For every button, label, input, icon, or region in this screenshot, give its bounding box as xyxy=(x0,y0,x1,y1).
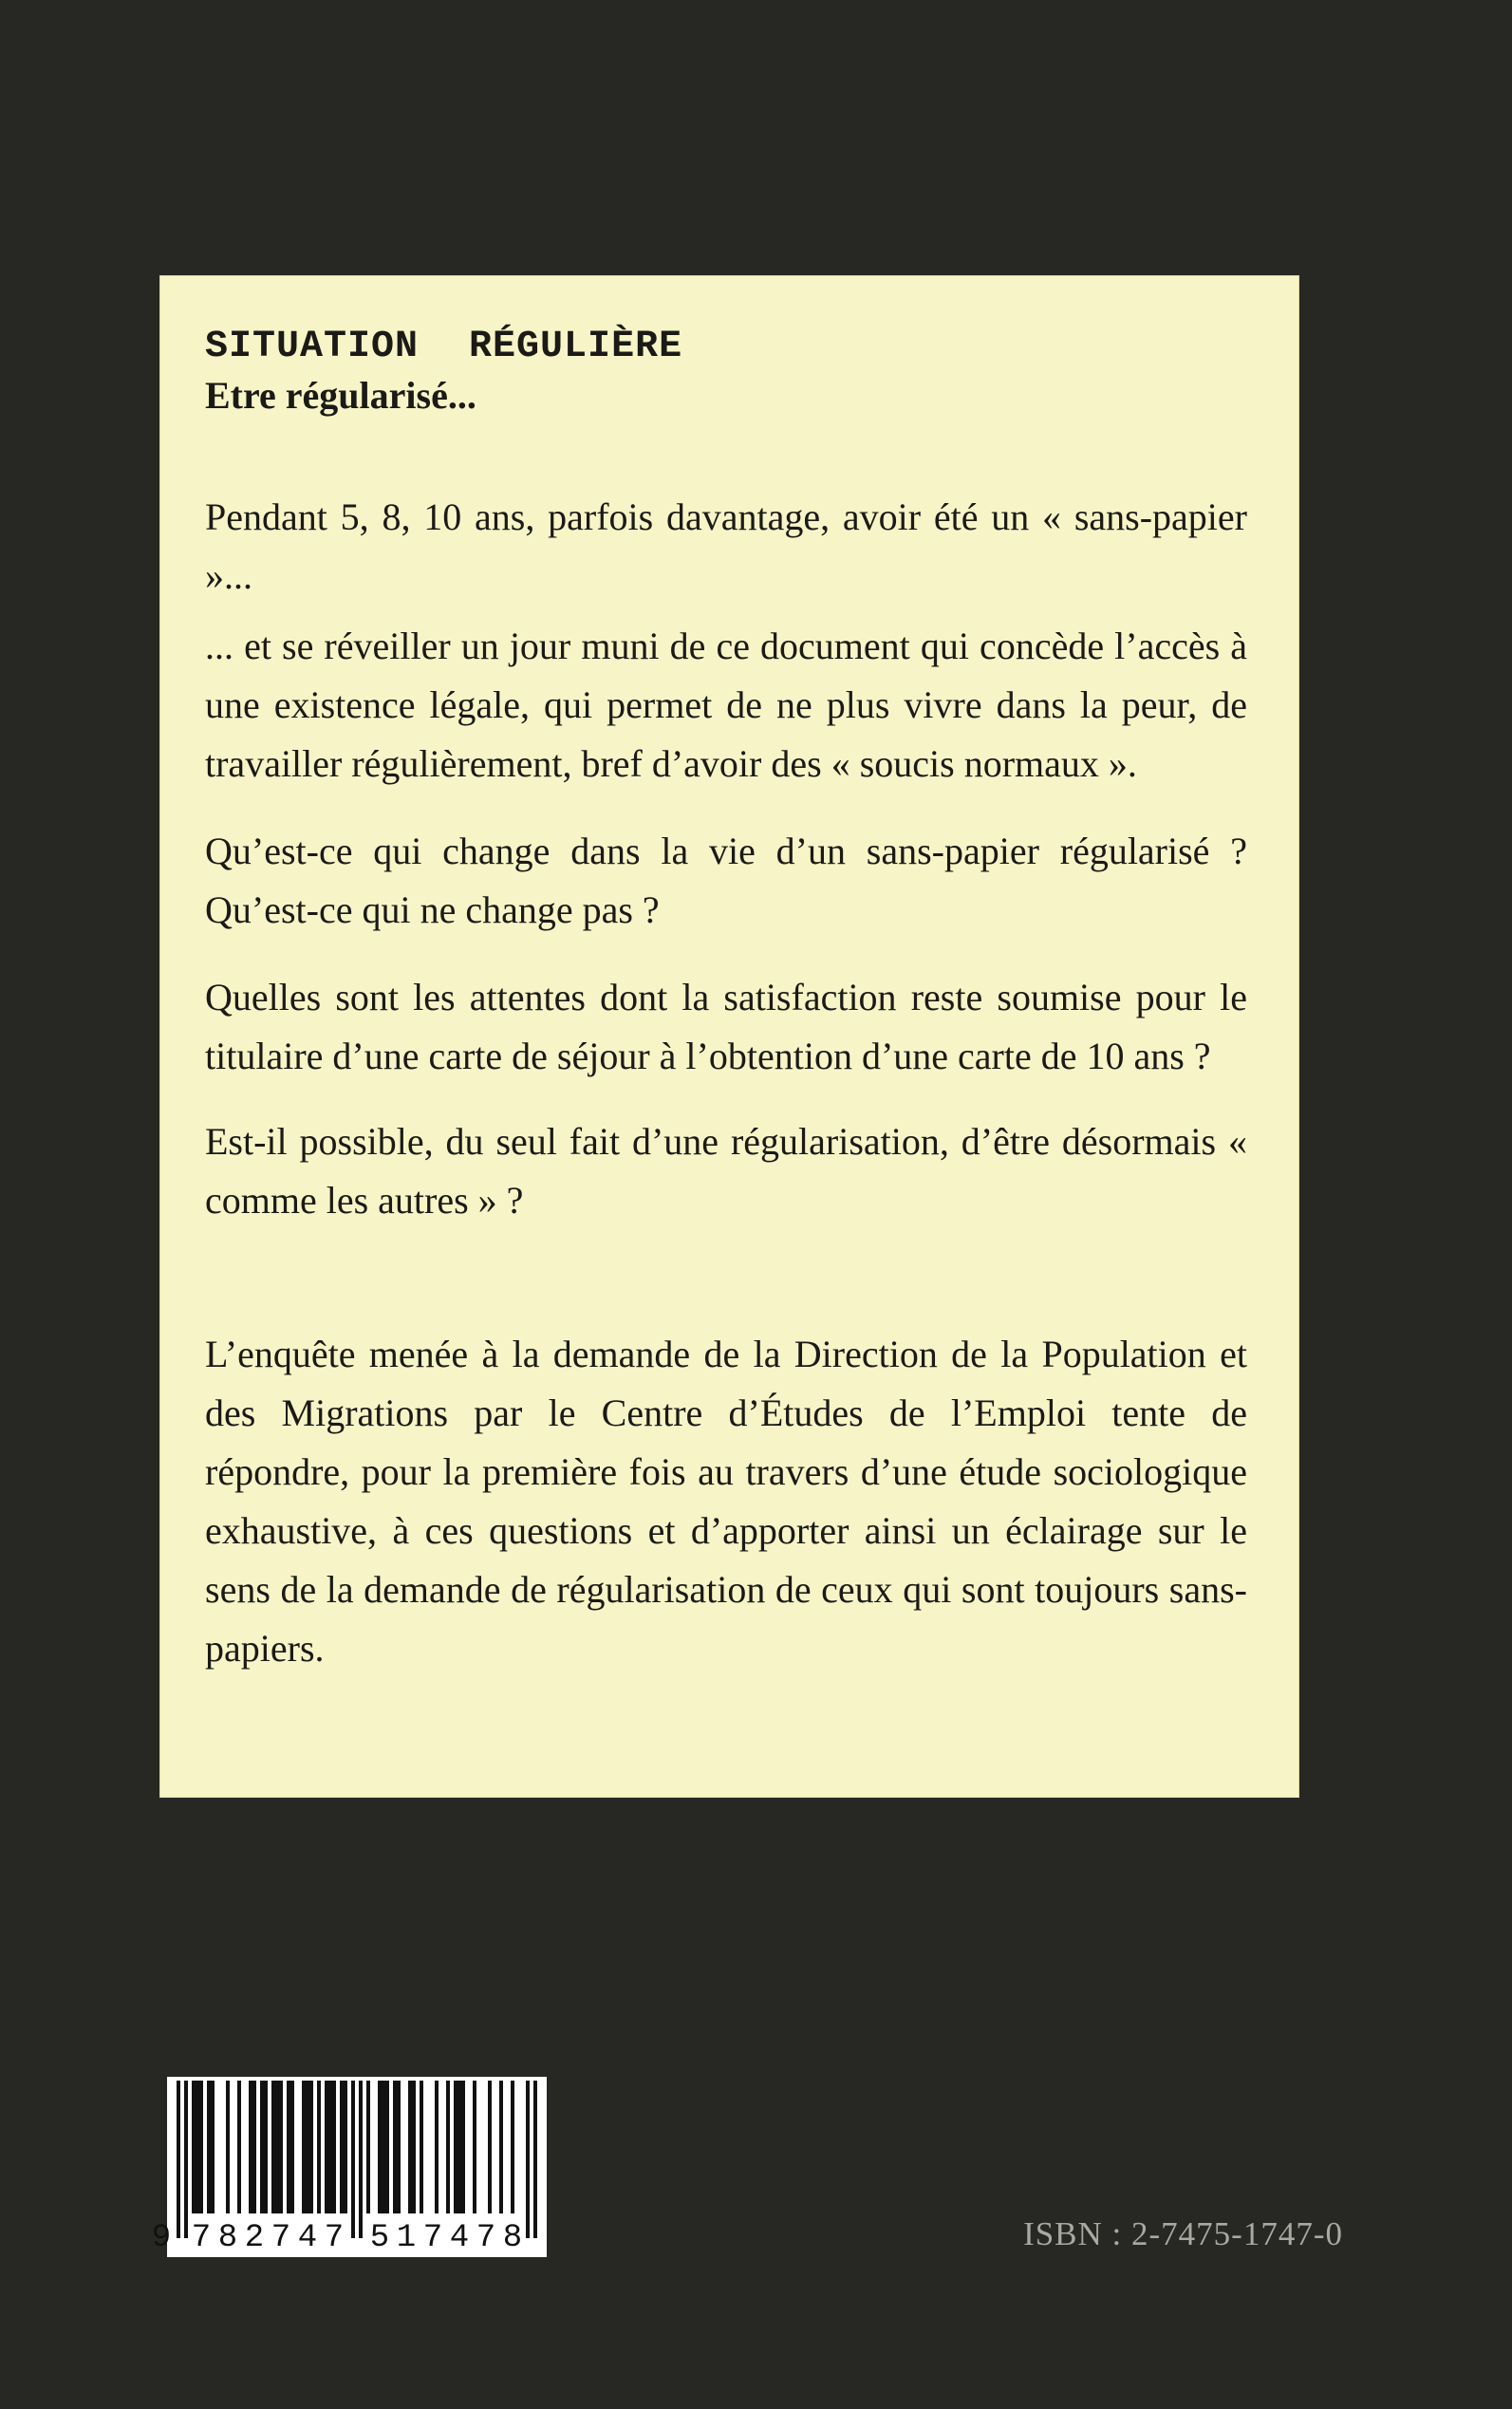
barcode-digit: 4 xyxy=(297,2220,318,2256)
barcode-bar xyxy=(325,2081,328,2213)
isbn-label: ISBN : 2-7475-1747-0 xyxy=(1023,2215,1343,2252)
barcode-bar xyxy=(454,2081,457,2213)
back-cover-text-panel xyxy=(159,275,1299,1798)
barcode-bar xyxy=(302,2081,306,2213)
barcode-bar xyxy=(473,2081,476,2213)
barcode-digit: 7 xyxy=(422,2220,443,2256)
cover-heading: SITUATION RÉGULIÈRE xyxy=(205,326,683,368)
barcode-bar xyxy=(420,2081,423,2213)
barcode-bar xyxy=(309,2081,313,2213)
barcode-bar xyxy=(511,2081,514,2213)
barcode-digit: 7 xyxy=(271,2220,291,2256)
barcode-bar xyxy=(211,2081,215,2213)
barcode-bar xyxy=(457,2081,461,2213)
barcode-digits xyxy=(152,2220,522,2256)
barcode-digit: 4 xyxy=(449,2220,470,2256)
barcode-bar xyxy=(237,2081,241,2213)
barcode-bar xyxy=(271,2081,275,2213)
barcode-bar xyxy=(412,2081,416,2213)
blurb-paragraph: Est-il possible, du seul fait d’une régularisation, d’être désormais « comme les autres » ? xyxy=(205,1120,1247,1222)
cover-subheading: Etre régularisé... xyxy=(205,374,476,417)
barcode-bar xyxy=(351,2081,355,2238)
barcode-bar xyxy=(192,2081,196,2213)
barcode-bar xyxy=(359,2081,363,2238)
blurb-paragraph: Pendant 5, 8, 10 ans, parfois davantage, avoir été un « sans-papier »... xyxy=(205,495,1247,597)
barcode-digit: 7 xyxy=(324,2220,345,2256)
barcode-bar xyxy=(207,2081,211,2213)
barcode-digit: 2 xyxy=(244,2220,265,2256)
barcode-digit: 8 xyxy=(502,2220,523,2256)
blurb xyxy=(205,488,1247,1678)
blurb-paragraph: L’enquête menée à la demande de la Direction de la Population et des Migrations par le Centre d’Études de l’Emploi tente de répondre, pour la première fois au travers d’une étude sociologique exhaustive, à ces questions et d’apporter ainsi un éclairage sur le sens de la demande de régularisation de ceux qui sont toujours sans-papiers. xyxy=(205,1333,1247,1670)
barcode-bar xyxy=(378,2081,382,2213)
barcode-digit: 8 xyxy=(217,2220,238,2256)
barcode-bar xyxy=(488,2081,492,2213)
barcode-bar xyxy=(446,2081,450,2213)
barcode-bar xyxy=(461,2081,465,2213)
barcode-bar xyxy=(533,2081,537,2238)
barcode-bar xyxy=(260,2081,264,2213)
barcode-digit: 5 xyxy=(369,2220,390,2256)
barcode-bar xyxy=(196,2081,199,2213)
barcode-bar xyxy=(344,2081,347,2213)
barcode-bar xyxy=(226,2081,230,2213)
barcode-bar xyxy=(199,2081,203,2213)
barcode-bar xyxy=(393,2081,397,2213)
barcode-bar xyxy=(290,2081,294,2213)
barcode-bar xyxy=(287,2081,290,2213)
barcode-bar xyxy=(317,2081,321,2213)
barcode-bar xyxy=(385,2081,389,2213)
barcode-bar xyxy=(408,2081,412,2213)
barcode-digit: 7 xyxy=(476,2220,496,2256)
barcode-digit: 1 xyxy=(396,2220,417,2256)
barcode-bar xyxy=(397,2081,401,2213)
barcode-bar xyxy=(249,2081,252,2213)
blurb-paragraph: Quelles sont les attentes dont la satisfaction reste soumise pour le titulaire d’une carte de séjour à l’obtention d’une carte de 10 ans ? xyxy=(205,976,1247,1077)
barcode-bar xyxy=(328,2081,332,2213)
barcode-digit: 9 xyxy=(151,2220,172,2256)
barcode-bar xyxy=(275,2081,279,2213)
barcode-bar xyxy=(499,2081,503,2213)
blurb-paragraph: Qu’est-ce qui change dans la vie d’un sans-papier régularisé ? Qu’est-ce qui ne change pas ? xyxy=(205,830,1247,931)
barcode-bar xyxy=(177,2081,180,2238)
barcode-bar xyxy=(382,2081,385,2213)
barcode-bar xyxy=(340,2081,344,2213)
barcode-bar xyxy=(366,2081,370,2213)
barcode-digit: 7 xyxy=(191,2220,212,2256)
barcode-bar xyxy=(526,2081,530,2238)
barcode-bar xyxy=(332,2081,336,2213)
barcode xyxy=(150,2077,566,2257)
barcode-bar xyxy=(279,2081,283,2213)
barcode-bar xyxy=(184,2081,188,2238)
barcode-bar xyxy=(435,2081,439,2213)
barcode-bar xyxy=(264,2081,268,2213)
barcode-bar xyxy=(306,2081,309,2213)
barcode-bar xyxy=(252,2081,256,2213)
blurb-paragraph: ... et se réveiller un jour muni de ce document qui concède l’accès à une existence légale, qui permet de ne plus vivre dans la peur, de travailler régulièrement, bref d’avoir des « soucis normaux ». xyxy=(205,625,1247,785)
